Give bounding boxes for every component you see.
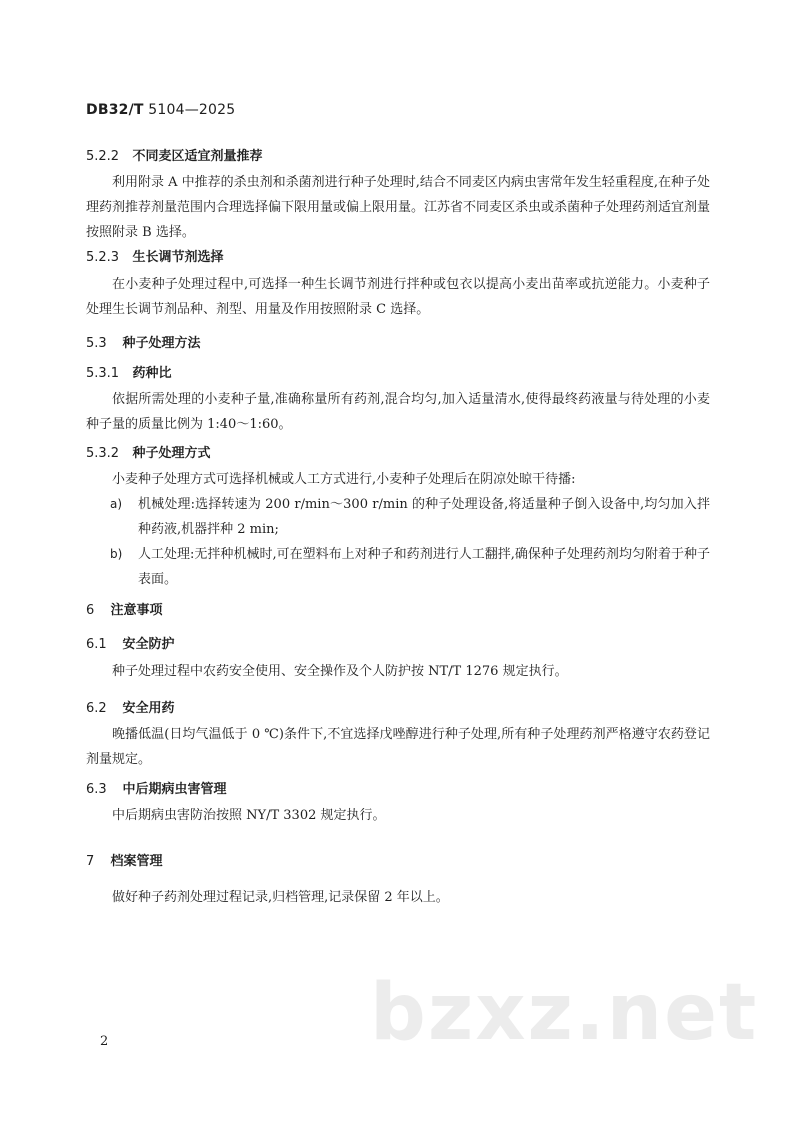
list-item-text: 机械处理:选择转速为 200 r/min～300 r/min 的种子处理设备,将适量种子倒入设备中,均匀加入拌种药液,机器拌种 2 min;	[138, 497, 710, 537]
heading-5-2-3	[86, 246, 224, 265]
heading-title: 中后期病虫害管理	[122, 782, 227, 797]
list-marker: a)	[110, 497, 123, 511]
heading-number: 6	[86, 603, 95, 618]
standard-prefix: DB32/T	[86, 102, 144, 118]
heading-6-2	[86, 697, 175, 716]
heading-number: 6.1	[86, 637, 107, 652]
heading-number: 5.3	[86, 336, 107, 351]
list-item	[86, 542, 710, 592]
treatment-method-list	[86, 492, 710, 592]
page-number: 2	[100, 1034, 109, 1049]
heading-number: 6.2	[86, 701, 107, 716]
list-item	[86, 492, 710, 542]
heading-number: 5.2.3	[86, 250, 120, 265]
heading-title: 生长调节剂选择	[132, 250, 224, 265]
heading-number: 5.3.1	[86, 366, 120, 381]
watermark: bzxz.net	[370, 968, 759, 1058]
heading-number: 6.3	[86, 782, 107, 797]
standard-code	[86, 102, 235, 118]
paragraph-6-1: 种子处理过程中农药安全使用、安全操作及个人防护按 NT/T 1276 规定执行。	[112, 664, 568, 679]
heading-5-3-2	[86, 442, 211, 461]
heading-6-1	[86, 633, 175, 652]
heading-6-3	[86, 778, 227, 797]
heading-number: 5.2.2	[86, 149, 120, 164]
standard-number: 5104—2025	[148, 102, 236, 118]
heading-title: 种子处理方式	[132, 446, 211, 461]
list-item-text: 人工处理:无拌种机械时,可在塑料布上对种子和药剂进行人工翻拌,确保种子处理药剂均匀附着于种子表面。	[138, 547, 710, 587]
heading-title: 安全用药	[122, 701, 175, 716]
heading-5-3	[86, 332, 201, 351]
paragraph-5-2-2: 利用附录 A 中推荐的杀虫剂和杀菌剂进行种子处理时,结合不同麦区内病虫害常年发生轻重程度,在种子处理药剂推荐剂量范围内合理选择偏下限用量或偏上限用量。江苏省不同麦区杀虫或杀菌种子处理药剂适宜剂量按照附录 B 选择。	[86, 175, 711, 240]
heading-title: 种子处理方法	[122, 336, 201, 351]
heading-title: 药种比	[132, 366, 172, 381]
heading-title: 档案管理	[110, 854, 163, 869]
heading-7	[86, 850, 163, 869]
heading-6	[86, 599, 163, 618]
heading-5-2-2	[86, 145, 263, 164]
paragraph-5-3-1: 依据所需处理的小麦种子量,准确称量所有药剂,混合均匀,加入适量清水,使得最终药液量与待处理的小麦种子量的质量比例为 1:40～1:60。	[86, 392, 710, 432]
paragraph-5-3-2-intro: 小麦种子处理方式可选择机械或人工方式进行,小麦种子处理后在阴凉处晾干待播:	[112, 472, 576, 487]
heading-title: 不同麦区适宜剂量推荐	[132, 149, 263, 164]
heading-title: 安全防护	[122, 637, 175, 652]
paragraph-6-2: 晚播低温(日均气温低于 0 ℃)条件下,不宜选择戊唑醇进行种子处理,所有种子处理药剂严格遵守农药登记剂量规定。	[86, 727, 710, 767]
heading-number: 7	[86, 854, 95, 869]
paragraph-6-3: 中后期病虫害防治按照 NY/T 3302 规定执行。	[112, 808, 386, 823]
heading-title: 注意事项	[110, 603, 163, 618]
list-marker: b)	[110, 547, 123, 561]
paragraph-5-2-3: 在小麦种子处理过程中,可选择一种生长调节剂进行拌种或包衣以提高小麦出苗率或抗逆能力。小麦种子处理生长调节剂品种、剂型、用量及作用按照附录 C 选择。	[86, 277, 710, 317]
paragraph-7: 做好种子药剂处理过程记录,归档管理,记录保留 2 年以上。	[112, 890, 449, 905]
heading-5-3-1	[86, 362, 172, 381]
heading-number: 5.3.2	[86, 446, 120, 461]
